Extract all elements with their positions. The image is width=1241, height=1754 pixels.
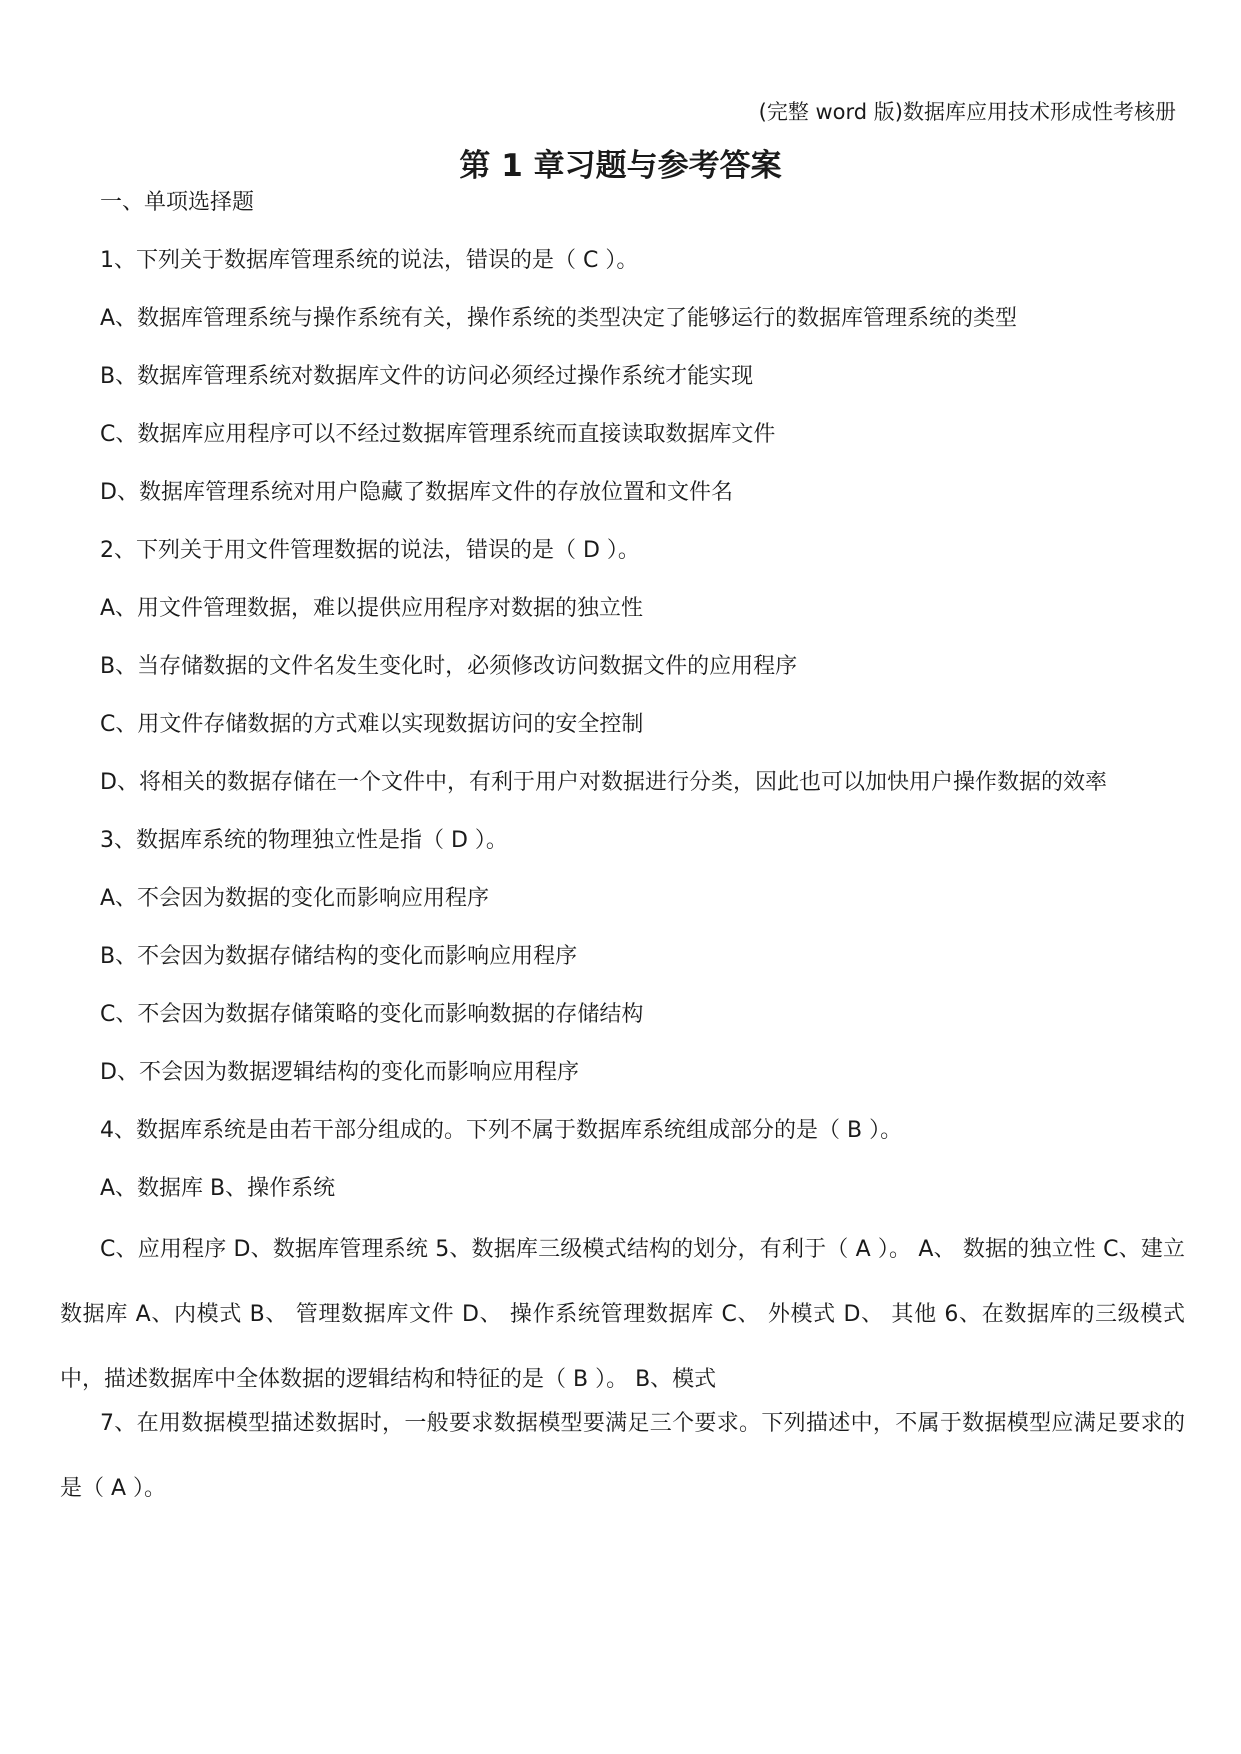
header-note: (完整 word 版)数据库应用技术形成性考核册 — [758, 100, 1176, 124]
question-4-options-ab: A、数据库 B、操作系统 — [100, 1176, 336, 1201]
question-3-option-b: B、不会因为数据存储结构的变化而影响应用程序 — [100, 944, 578, 969]
question-1-stem: 1、下列关于数据库管理系统的说法，错误的是（ C ）。 — [100, 248, 639, 273]
question-7-paragraph: 7、在用数据模型描述数据时，一般要求数据模型要满足三个要求。下列描述中，不属于数据模型应满足要求的是（ A ）。 — [60, 1411, 1185, 1501]
question-2-option-b: B、当存储数据的文件名发生变化时，必须修改访问数据文件的应用程序 — [100, 654, 798, 679]
question-1-option-b: B、数据库管理系统对数据库文件的访问必须经过操作系统才能实现 — [100, 364, 754, 389]
question-3-option-d: D、不会因为数据逻辑结构的变化而影响应用程序 — [100, 1060, 579, 1085]
question-2-option-a: A、用文件管理数据，难以提供应用程序对数据的独立性 — [100, 596, 644, 621]
question-1-option-c: C、数据库应用程序可以不经过数据库管理系统而直接读取数据库文件 — [100, 422, 776, 447]
question-2-option-d: D、将相关的数据存储在一个文件中，有利于用户对数据进行分类，因此也可以加快用户操作数据的效率 — [100, 770, 1107, 795]
question-1-option-d: D、数据库管理系统对用户隐藏了数据库文件的存放位置和文件名 — [100, 480, 733, 505]
section-heading: 一、单项选择题 — [100, 190, 255, 215]
page-title: 第 1 章习题与参考答案 — [459, 148, 782, 184]
question-3-option-c: C、不会因为数据存储策略的变化而影响数据的存储结构 — [100, 1002, 644, 1027]
question-4-stem: 4、数据库系统是由若干部分组成的。下列不属于数据库系统组成部分的是（ B ）。 — [100, 1118, 903, 1143]
question-2-option-c: C、用文件存储数据的方式难以实现数据访问的安全控制 — [100, 712, 644, 737]
question-3-stem: 3、数据库系统的物理独立性是指（ D ）。 — [100, 828, 508, 853]
question-1-option-a: A、数据库管理系统与操作系统有关，操作系统的类型决定了能够运行的数据库管理系统的类型 — [100, 306, 1018, 331]
question-3-option-a: A、不会因为数据的变化而影响应用程序 — [100, 886, 490, 911]
merged-paragraph: C、应用程序 D、数据库管理系统 5、数据库三级模式结构的划分，有利于（ A ）。 A、 数据的独立性 C、建立数据库 A、内模式 B、 管理数据库文件 D、 操作系统管理数据库 C、 外模式 D、 其他 6、在数据库的三级模式中，描述数据库中全体数据的逻辑结构和特征的是（ B ）。 B、模式 — [60, 1237, 1185, 1392]
question-2-stem: 2、下列关于用文件管理数据的说法，错误的是（ D ）。 — [100, 538, 640, 563]
